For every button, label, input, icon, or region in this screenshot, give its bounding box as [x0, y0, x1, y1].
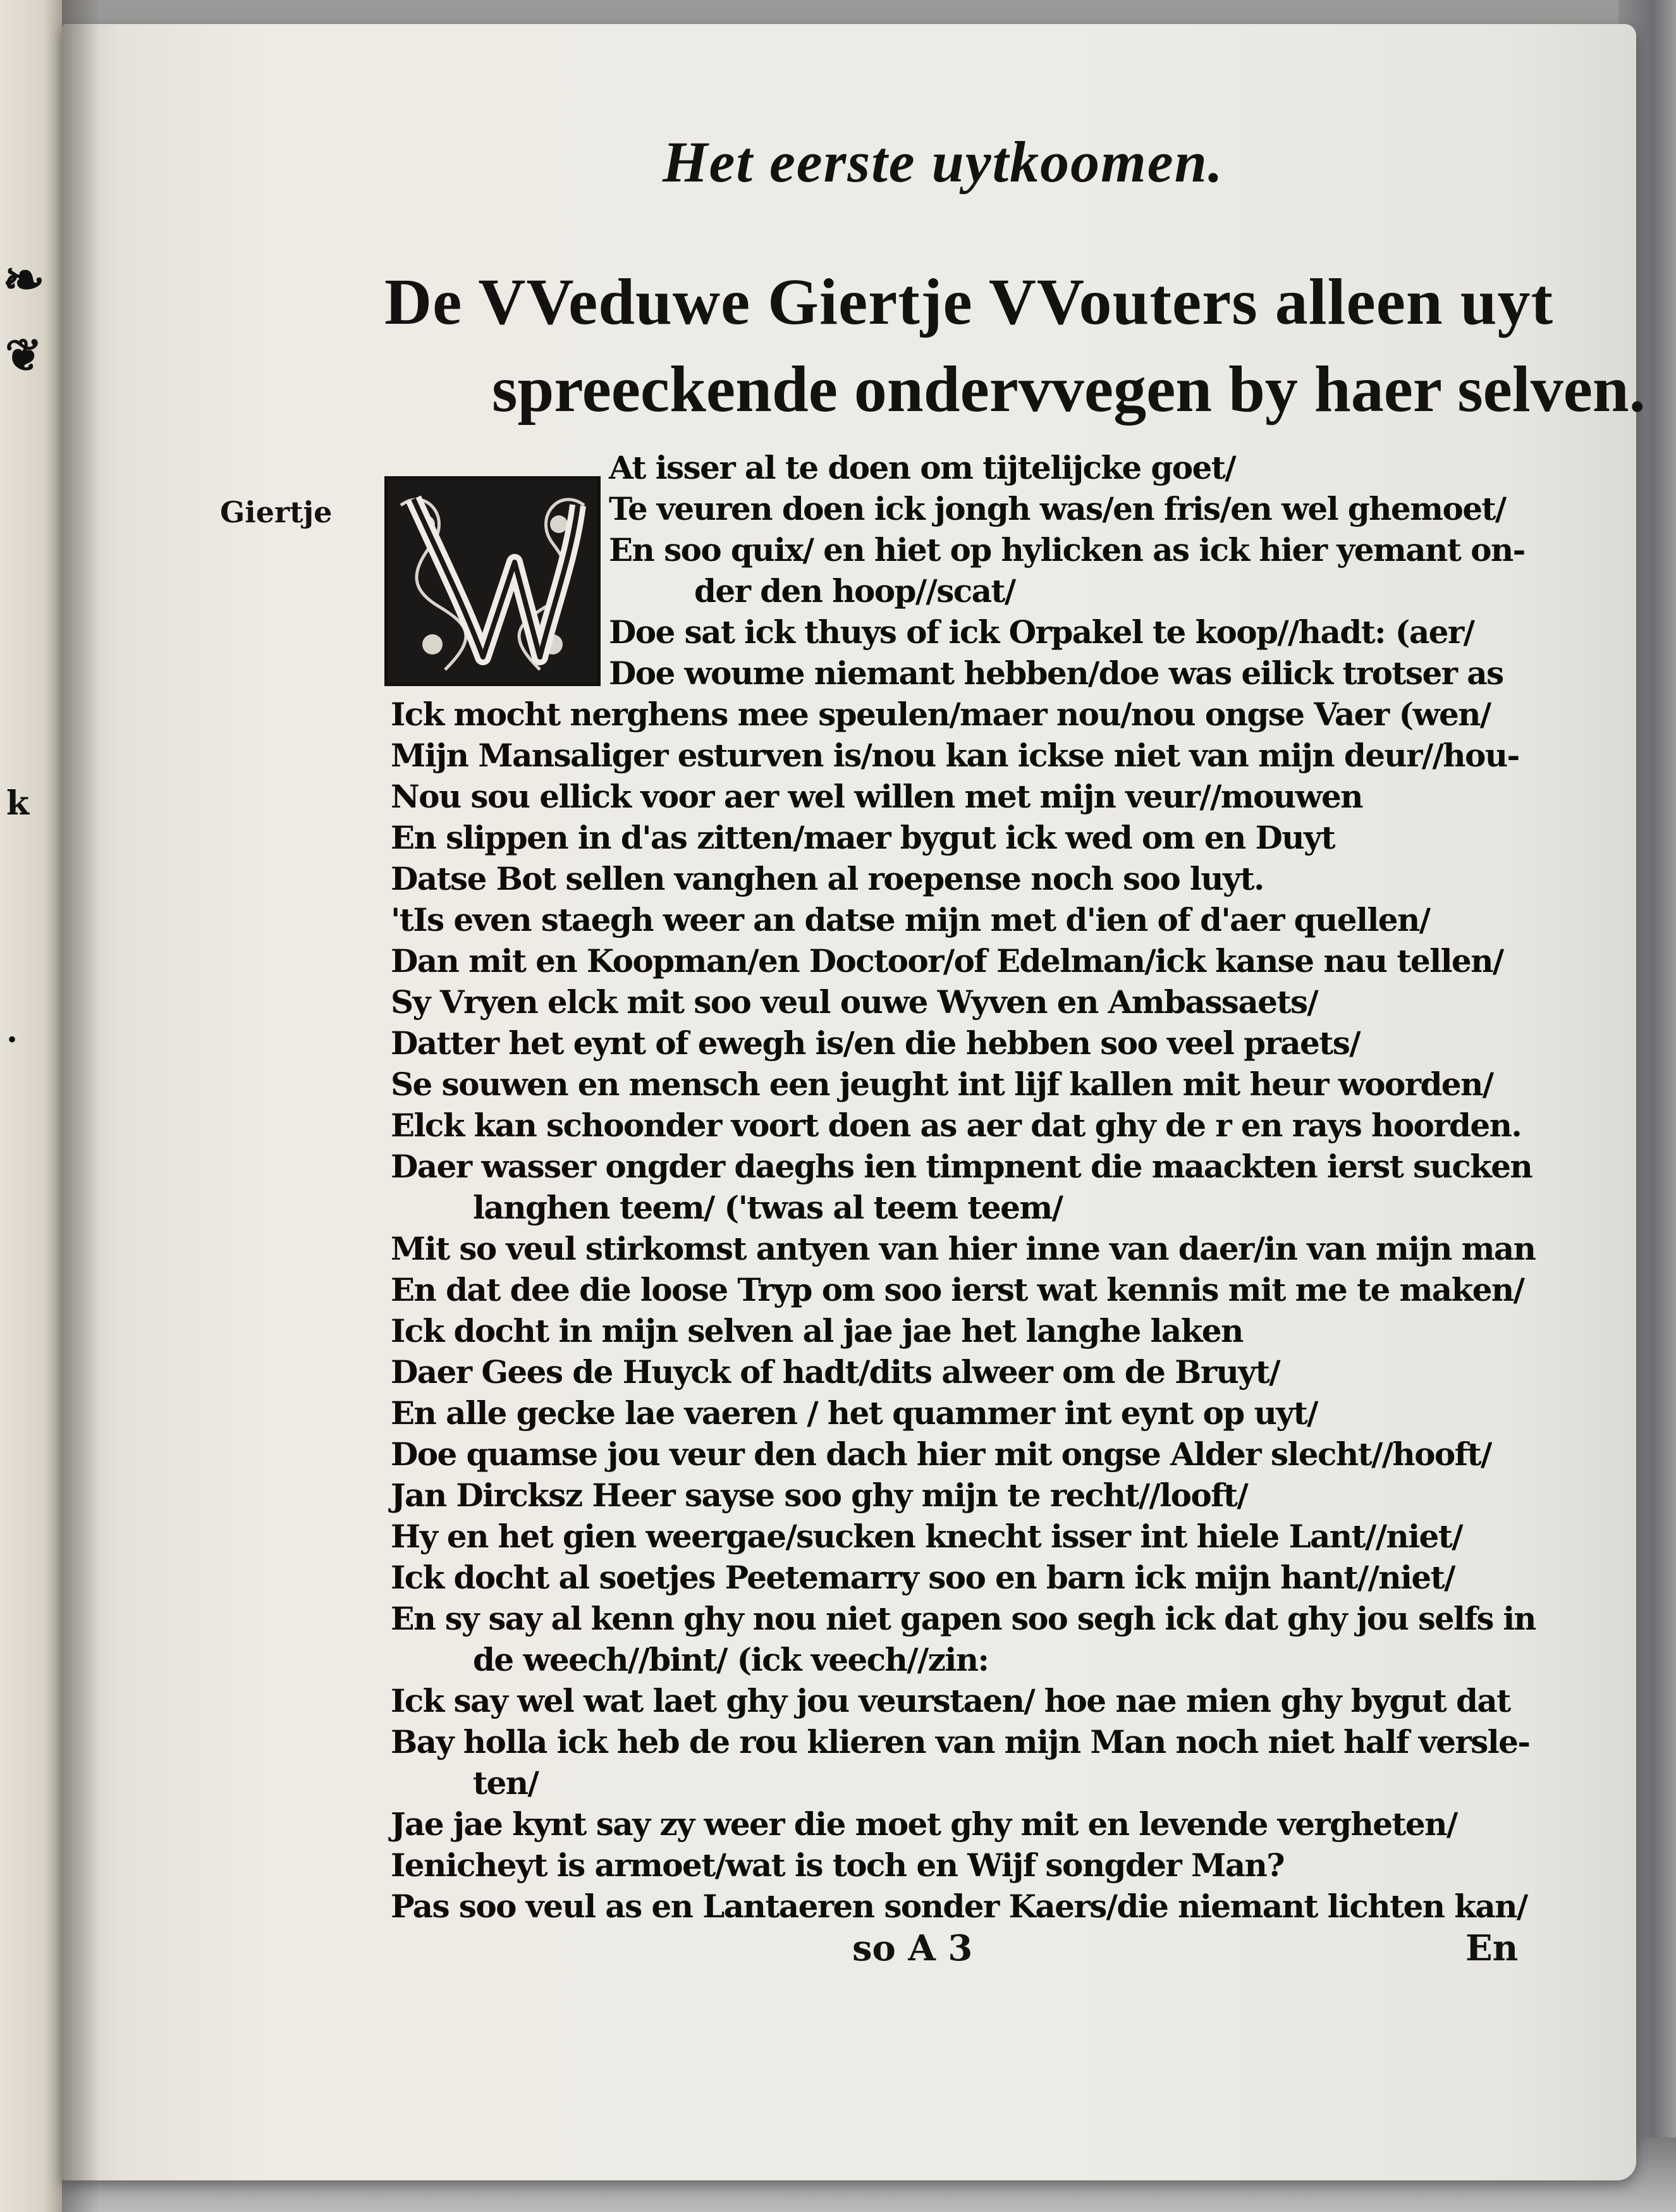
verse-line: En sy say al kenn ghy nou niet gapen soo segh ick dat ghy jou selfs in [391, 1600, 1536, 1637]
verse-line: Pas soo veul as en Lantaeren sonder Kaers/die niemant lichten kan/ [391, 1888, 1527, 1925]
verse-line: langhen teem/ ('twas al teem teem/ [473, 1189, 1063, 1226]
verse-line: Doe quamse jou veur den dach hier mit ongse Alder slecht//hooft/ [391, 1435, 1491, 1473]
verse-line: Mijn Mansaliger esturven is/nou kan ickse niet van mijn deur//hou- [391, 737, 1519, 774]
catchword: En [1465, 1927, 1519, 1969]
verse-line: Elck kan schoonder voort doen as aer dat ghy de r en rays hoorden. [391, 1107, 1522, 1144]
verse-line: Ienicheyt is armoet/wat is toch en Wijf songder Man? [391, 1846, 1284, 1884]
signature-mark: so A 3 [852, 1927, 973, 1969]
speaker-label: Giertje [220, 495, 333, 529]
verse-line: Bay holla ick heb de rou klieren van mijn Man noch niet half versle- [391, 1723, 1530, 1760]
verse-line: Ick say wel wat laet ghy jou veurstaen/ hoe nae mien ghy bygut dat [391, 1682, 1510, 1719]
verse-line: Hy en het gien weergae/sucken knecht isser int hiele Lant//niet/ [391, 1518, 1462, 1555]
document-page [62, 24, 1646, 2180]
facing-page-fragment: k [6, 784, 30, 823]
verse-line: Datse Bot sellen vanghen al roepense noch soo luyt. [391, 860, 1264, 897]
verse-line: At isser al te doen om tijtelijcke goet/ [609, 449, 1235, 486]
verse-line: Ick mocht nerghens mee speulen/maer nou/nou ongse Vaer (wen/ [391, 696, 1491, 733]
verse-line: Mit so veul stirkomst antyen van hier inne van daer/in van mijn man [391, 1230, 1536, 1267]
verse-line: Sy Vryen elck mit soo veul ouwe Wyven en Ambassaets/ [391, 983, 1318, 1021]
facing-page-ornament: ❧ [3, 250, 46, 309]
title-line-1: De VVeduwe Giertje VVouters alleen uyt [384, 266, 1554, 338]
verse-line: Ick docht al soetjes Peetemarry soo en barn ick mijn hant//niet/ [391, 1559, 1455, 1596]
verse-line: Daer wasser ongder daeghs ien timpnent die maackten ierst sucken [391, 1148, 1532, 1185]
verse-line: Dan mit en Koopman/en Doctoor/of Edelman/ick kanse nau tellen/ [391, 942, 1503, 980]
verse-line: Jae jae kynt say zy weer die moet ghy mit en levende verghеten/ [391, 1805, 1457, 1843]
verse-line: 'tIs even staegh weer an datse mijn met d'ien of d'aer quellen/ [391, 901, 1430, 938]
verse-line: Datter het eynt of ewegh is/en die hebben soo veel praets/ [391, 1024, 1360, 1062]
verse-line: Doe sat ick thuys of ick Orpakel te koop//hadt: (aer/ [609, 613, 1474, 651]
verse-line: Se souwen en mensch een jeught int lijf kallen mit heur woorden/ [391, 1066, 1493, 1103]
running-head: Het eerste uytkoomen. [663, 130, 1224, 194]
title-line-2: spreeckende ondervvegen by haer selven. [492, 353, 1646, 426]
verse-line: Nou sou ellick voor aer wel willen met mijn veur//mouwen [391, 778, 1362, 815]
facing-page-edge [0, 0, 62, 2212]
verse-line: Te veuren doen ick jongh was/en fris/en wel ghemoet/ [609, 490, 1506, 527]
svg-text:W: W [418, 501, 567, 657]
verse-line: En dat dee die loose Tryp om soo ierst wat kennis mit me te maken/ [391, 1271, 1524, 1308]
verse-line: Daer Gees de Huyck of hadt/dits alweer om de Bruyt/ [391, 1353, 1280, 1391]
verse-line: Ick docht in mijn selven al jae jae het langhe laken [391, 1312, 1243, 1349]
verse-line: En soo quix/ en hiet op hylicken as ick hier yemant on- [609, 531, 1525, 568]
verse-line: En alle gecke lae vaeren / het quammer int eynt op uyt/ [391, 1394, 1318, 1432]
verse-line: Doe woume niemant hebben/doe was eilick trotser as [609, 654, 1503, 692]
book-spine-shadow [62, 0, 100, 2212]
verse-line: Jan Dircksz Heer saysе soo ghy mijn te recht//looft/ [391, 1477, 1248, 1514]
verse-line: ten/ [473, 1764, 539, 1802]
verse-line: der den hoop//scat/ [694, 572, 1015, 610]
verse-line: En slippen in d'as zitten/maer bygut ick wed om en Duyt [391, 819, 1335, 856]
verse-line: de weech//bint/ (ick veech//zin: [473, 1641, 989, 1678]
facing-page-fragment: . [6, 1012, 18, 1050]
drop-initial [384, 476, 601, 686]
facing-page-ornament: ❦ [5, 329, 42, 381]
